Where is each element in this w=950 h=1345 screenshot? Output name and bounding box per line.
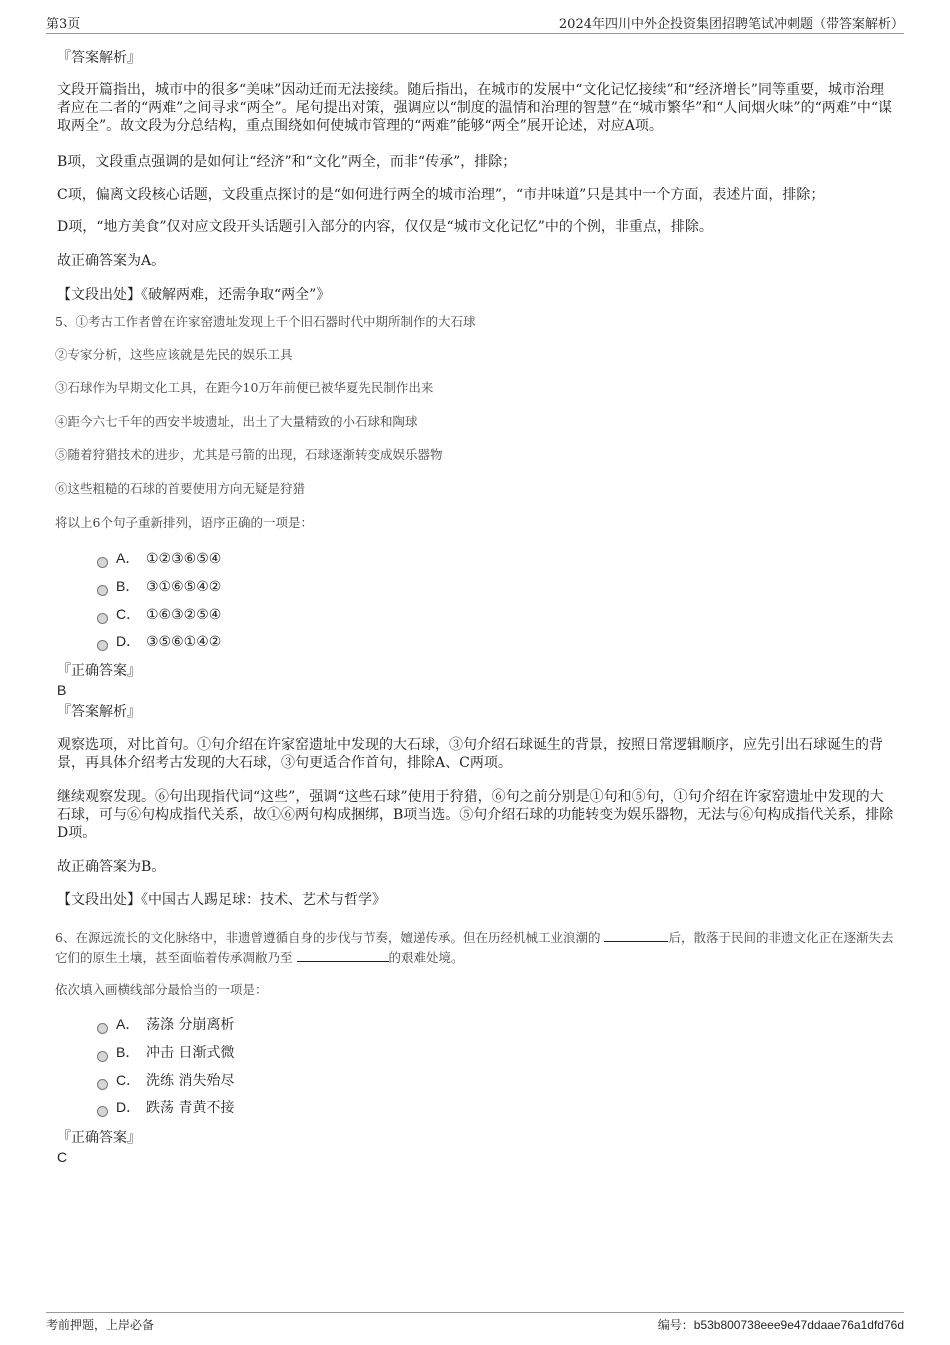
q5-prompt: 将以上6个句子重新排列，语序正确的一项是：: [55, 515, 313, 530]
q5-analysis-title: 『答案解析』: [57, 704, 141, 720]
q6-blank-2: [297, 949, 389, 962]
q5-correct-title: 『正确答案』: [57, 663, 141, 679]
q5-sentence-5: ⑤随着狩猎技术的进步，尤其是弓箭的出现，石球逐渐转变成娱乐器物: [55, 447, 443, 462]
q5-option-c[interactable]: C． ①⑥③②⑤④: [97, 604, 221, 624]
q4-analysis-d: D项，“地方美食”仅对应文段开头话题引入部分的内容，仅仅是“城市文化记忆”中的个例，非重点，排除。: [57, 219, 713, 235]
q4-conclusion: 故正确答案为A。: [57, 253, 166, 269]
q4-analysis-para1: 文段开篇指出，城市中的很多“美味”因动迁而无法接续。随后指出，在城市的发展中“文化记忆接续”和“经济增长”同等重要，城市治理者应在二者的“两难”之间寻求“两全”。尾句提出对策，强调应以“制度的温情和治理的智慧”在“城市繁华”和“人间烟火味”的“两难”中“谋取两全”。故文段为分总结构，重点围绕如何使城市管理的“两难”能够“两全”展开论述，对应A项。: [57, 82, 893, 134]
q6-correct-title: 『正确答案』: [57, 1130, 141, 1146]
q4-analysis-b: B项，文段重点强调的是如何让“经济”和“文化”两全，而非“传承”，排除；: [57, 154, 517, 170]
radio-icon[interactable]: [97, 557, 108, 568]
q5-correct-answer: B: [57, 682, 67, 698]
page-header: [46, 13, 904, 34]
q6-option-b[interactable]: B． 冲击 日渐式微: [97, 1042, 234, 1062]
q4-source: 【文段出处】《破解两难，还需争取“两全”》: [57, 287, 331, 303]
q5-sentence-3: ③石球作为早期文化工具，在距今10万年前便已被华夏先民制作出来: [55, 380, 434, 395]
q6-prompt: 依次填入画横线部分最恰当的一项是：: [55, 982, 268, 997]
q5-option-a[interactable]: A． ①②③⑥⑤④: [97, 548, 221, 568]
q5-option-d[interactable]: D． ③⑤⑥①④②: [97, 631, 221, 651]
page-number: 第3页: [46, 17, 81, 32]
radio-icon[interactable]: [97, 1079, 108, 1090]
q5-sentence-2: ②专家分析，这些应该就是先民的娱乐工具: [55, 347, 293, 362]
q5-conclusion: 故正确答案为B。: [57, 859, 166, 875]
q5-option-b[interactable]: B． ③①⑥⑤④②: [97, 576, 221, 596]
q6-correct-answer: C: [57, 1149, 68, 1165]
q6-option-c[interactable]: C． 洗练 消失殆尽: [97, 1070, 234, 1090]
q6-option-d[interactable]: D． 跌荡 青黄不接: [97, 1097, 234, 1117]
page-footer: [46, 1312, 904, 1332]
radio-icon[interactable]: [97, 640, 108, 651]
document-title: 2024年四川中外企投资集团招聘笔试冲刺题（带答案解析）: [558, 17, 904, 32]
radio-icon[interactable]: [97, 1106, 108, 1117]
q6-blank-1: [604, 929, 668, 942]
q5-sentence-1: 5、①考古工作者曾在许家窑遗址发现上千个旧石器时代中期所制作的大石球: [55, 314, 476, 329]
q5-analysis-para2: 继续观察发现。⑥句出现指代词“这些”，强调“这些石球”使用于狩猎，⑥句之前分别是①句和⑤句，①句介绍在许家窑遗址中发现的大石球，可与⑥句构成指代关系，故①⑥两句构成捆绑，B项当选。⑤句介绍石球的功能转变为娱乐器物，无法与⑥句构成指代关系，排除D项。: [57, 789, 894, 841]
footer-serial: 编号：b53b800738eee9e47ddaae76a1dfd76d: [657, 1318, 904, 1332]
q6-option-a[interactable]: A． 荡涤 分崩离析: [97, 1014, 234, 1034]
q4-analysis-c: C项，偏离文段核心话题，文段重点探讨的是“如何进行两全的城市治理”，“市井味道”只是其中一个方面，表述片面，排除；: [57, 187, 825, 203]
radio-icon[interactable]: [97, 613, 108, 624]
q6-stem: 6、在源远流长的文化脉络中，非遗曾遵循自身的步伐与节奏，嬗递传承。但在历经机械工业浪潮的 后，散落于民间的非遗文化正在逐渐失去它们的原生土壤，甚至面临着传承凋敝乃至 的艰难处境。: [55, 930, 894, 965]
radio-icon[interactable]: [97, 1051, 108, 1062]
radio-icon[interactable]: [97, 585, 108, 596]
radio-icon[interactable]: [97, 1023, 108, 1034]
q5-source: 【文段出处】《中国古人踢足球：技术、艺术与哲学》: [57, 892, 386, 908]
q4-analysis-title: 『答案解析』: [57, 50, 141, 66]
q5-analysis-para1: 观察选项，对比首句。①句介绍在许家窑遗址中发现的大石球，③句介绍石球诞生的背景，按照日常逻辑顺序，应先引出石球诞生的背景，再具体介绍考古发现的大石球，③句更适合作首句，排除A、C两项。: [57, 737, 883, 771]
footer-slogan: 考前押题，上岸必备: [46, 1318, 155, 1332]
q5-sentence-6: ⑥这些粗糙的石球的首要使用方向无疑是狩猎: [55, 481, 306, 496]
q5-sentence-4: ④距今六七千年的西安半坡遗址，出土了大量精致的小石球和陶球: [55, 414, 418, 429]
